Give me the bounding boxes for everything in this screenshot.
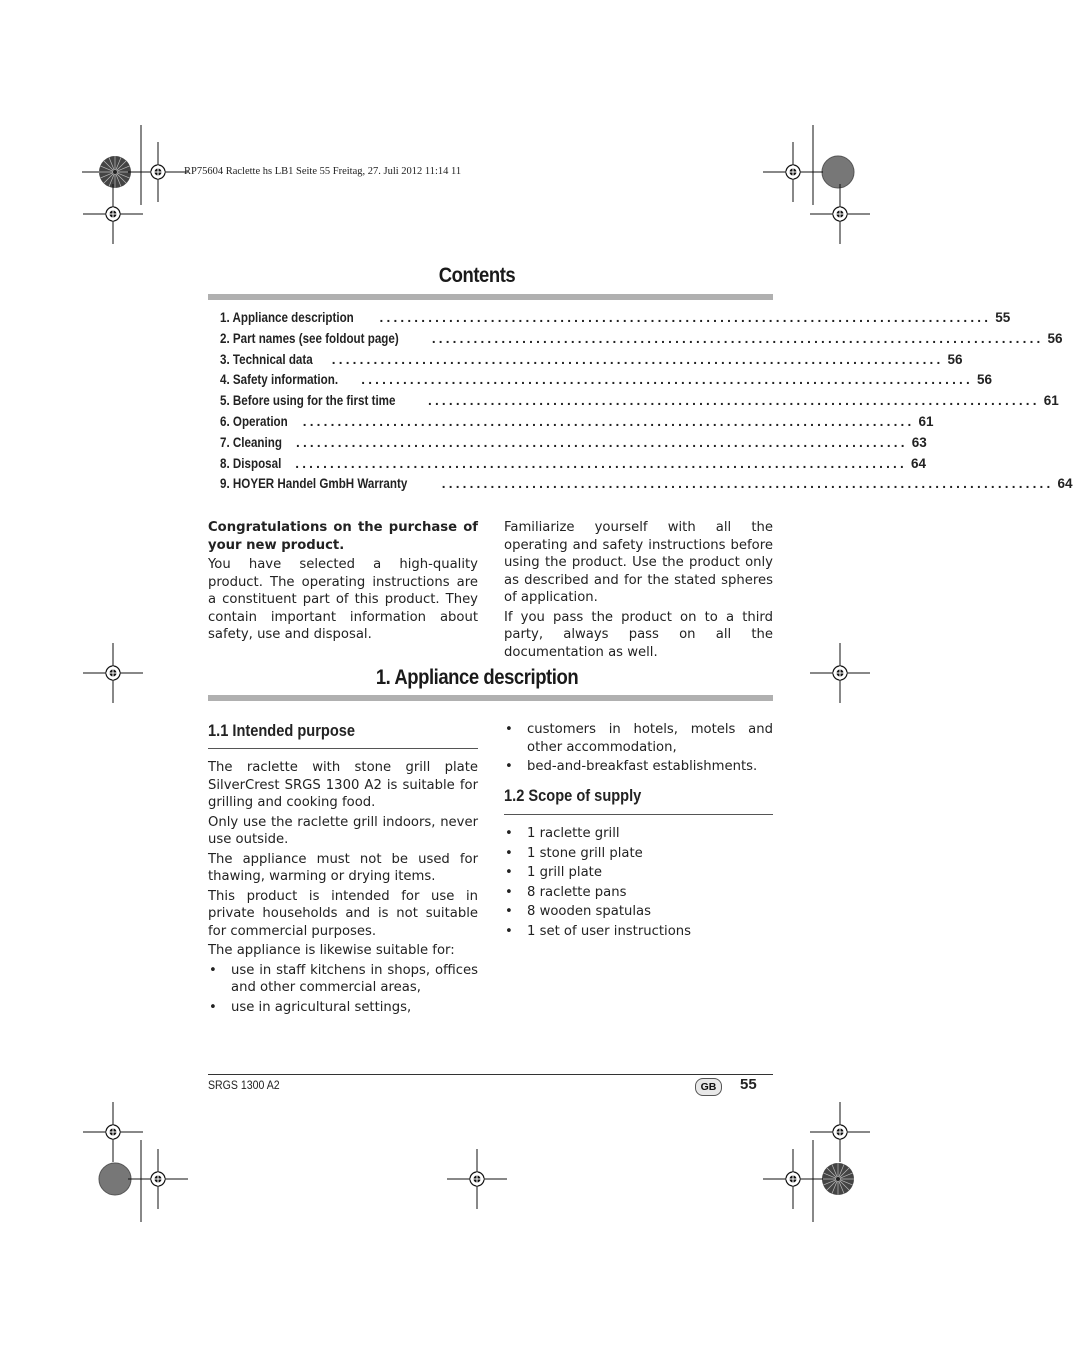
paragraph: This product is intended for use in private households and is not suitable for commercial purposes. bbox=[208, 888, 478, 939]
toc-leader: ........................................................................................ bbox=[302, 413, 915, 429]
table-of-contents bbox=[220, 310, 1073, 497]
toc-leader: ........................................................................................ bbox=[296, 434, 908, 450]
list-item: • bed-and-breakfast establishments. bbox=[504, 758, 773, 776]
toc-entry[interactable]: 8. Disposal ........................................................................................ 64 bbox=[220, 455, 926, 471]
contents-title: Contents bbox=[438, 264, 516, 287]
toc-entry[interactable]: 3. Technical data ........................................................................................ 56 bbox=[220, 351, 963, 367]
toc-leader: ........................................................................................ bbox=[428, 393, 1040, 409]
intro-left-column bbox=[208, 519, 478, 646]
list-item: • 1 stone grill plate bbox=[504, 845, 773, 863]
toc-entry[interactable]: 7. Cleaning ........................................................................................ 63 bbox=[220, 434, 927, 450]
scope-of-supply-list bbox=[504, 825, 773, 942]
paragraph: The appliance is likewise suitable for: bbox=[208, 943, 455, 958]
language-badge: GB bbox=[695, 1078, 722, 1096]
paragraph: Only use the raclette grill indoors, never use outside. bbox=[208, 814, 478, 847]
intended-purpose-continued bbox=[504, 721, 773, 778]
intro-paragraph: Familiarize yourself with all the operating and safety instructions before using the product. Use the product only as described and for the stated spheres of application. bbox=[504, 520, 773, 605]
section-title: 1. Appliance description bbox=[375, 666, 579, 689]
subsection-heading-scope-of-supply: 1.2 Scope of supply bbox=[504, 786, 642, 805]
toc-entry[interactable]: 1. Appliance description ........................................................................................ 55 bbox=[220, 310, 1011, 325]
intended-purpose-text bbox=[208, 759, 478, 1018]
list-item: • customers in hotels, motels and other accommodation, bbox=[504, 721, 773, 756]
toc-leader: ........................................................................................ bbox=[331, 351, 944, 367]
list-item: • use in agricultural settings, bbox=[208, 999, 478, 1017]
toc-entry[interactable]: 2. Part names (see foldout page) ........................................................................................ 56 bbox=[220, 330, 1063, 346]
toc-leader: ........................................................................................ bbox=[379, 310, 992, 325]
contents-rule bbox=[208, 294, 773, 300]
footer-rule bbox=[208, 1074, 773, 1075]
print-header: RP75604 Raclette hs LB1 Seite 55 Freitag, 27. Juli 2012 11:14 11 bbox=[184, 166, 462, 177]
list-item: • 1 grill plate bbox=[504, 864, 773, 882]
subsection-rule bbox=[504, 814, 773, 815]
intro-paragraph: You have selected a high-quality product. The operating instructions are a constituent part of this product. They contain important information about safety, use and disposal. bbox=[208, 557, 478, 642]
intro-right-column bbox=[504, 519, 773, 663]
list-item: • use in staff kitchens in shops, offices and other commercial areas, bbox=[208, 962, 478, 997]
section-rule bbox=[208, 695, 773, 701]
page-number: 55 bbox=[740, 1076, 757, 1093]
toc-entry[interactable]: 5. Before using for the first time ........................................................................................ 61 bbox=[220, 393, 1059, 409]
intro-congratulations: Congratulations on the purchase of your new product. bbox=[208, 520, 478, 553]
list-item: • 1 raclette grill bbox=[504, 825, 773, 843]
toc-leader: ........................................................................................ bbox=[431, 330, 1044, 346]
toc-leader: ........................................................................................ bbox=[441, 476, 1054, 492]
footer-model: SRGS 1300 A2 bbox=[208, 1078, 280, 1092]
subsection-heading-intended-purpose: 1.1 Intended purpose bbox=[208, 721, 356, 740]
list-item: • 1 set of user instructions bbox=[504, 923, 773, 941]
list-item: • 8 raclette pans bbox=[504, 884, 773, 902]
paragraph: The raclette with stone grill plate SilverCrest SRGS 1300 A2 is suitable for grilling and cooking food. bbox=[208, 760, 478, 810]
toc-entry[interactable]: 6. Operation ........................................................................................ 61 bbox=[220, 413, 934, 429]
list-item: • 8 wooden spatulas bbox=[504, 903, 773, 921]
subsection-rule bbox=[208, 748, 478, 749]
paragraph: The appliance must not be used for thawing, warming or drying items. bbox=[208, 851, 478, 884]
toc-leader: ........................................................................................ bbox=[361, 372, 973, 388]
intro-paragraph: If you pass the product on to a third party, always pass on all the documentation as well. bbox=[504, 609, 773, 660]
toc-entry[interactable]: 9. HOYER Handel GmbH Warranty ........................................................................................ 64 bbox=[220, 476, 1073, 492]
toc-entry[interactable]: 4. Safety information. ........................................................................................ 56 bbox=[220, 372, 992, 388]
toc-leader: ........................................................................................ bbox=[295, 455, 907, 471]
